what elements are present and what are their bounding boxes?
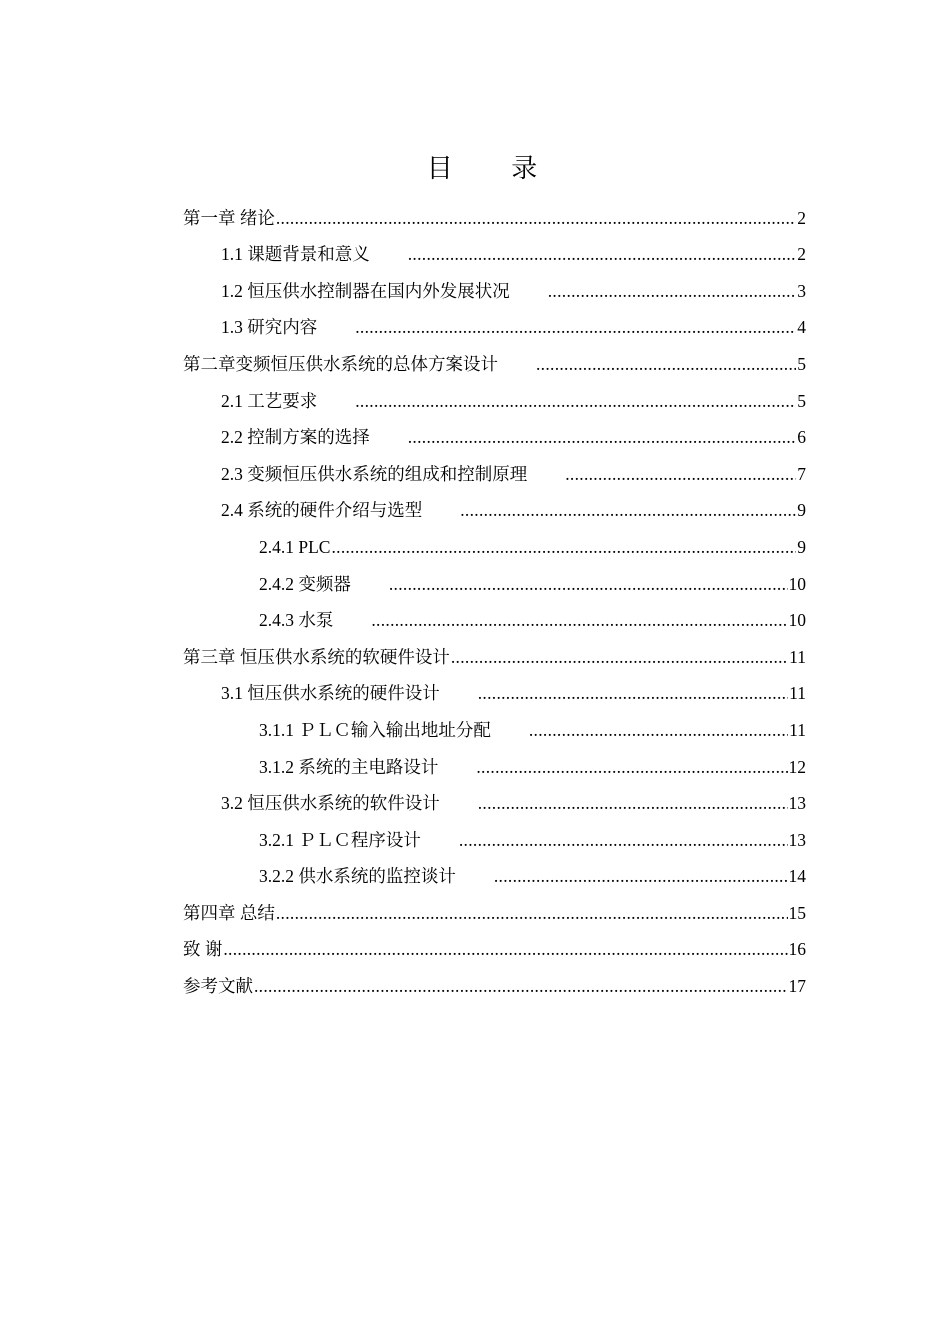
toc-dot-leader — [478, 792, 788, 814]
toc-dot-leader — [371, 609, 787, 631]
toc-dot-leader — [389, 573, 788, 595]
toc-entry-label: 3.2 恒压供水系统的软件设计 — [221, 793, 440, 814]
toc-entry-label: 2.4 系统的硬件介绍与选型 — [221, 500, 423, 521]
toc-dot-leader — [529, 719, 788, 741]
toc-entry[interactable] — [183, 924, 806, 961]
toc-dot-leader — [355, 390, 796, 412]
toc-entry[interactable] — [183, 960, 806, 997]
toc-dot-leader — [565, 463, 796, 485]
toc-dot-leader — [408, 243, 797, 265]
toc-dot-leader — [408, 426, 797, 448]
toc-entry-page-number: 10 — [788, 610, 806, 631]
toc-entry-label: 2.4.2 变频器 — [259, 573, 351, 594]
toc-entry[interactable] — [183, 595, 806, 632]
toc-entry[interactable] — [183, 338, 806, 375]
toc-entry-page-number: 9 — [797, 500, 806, 521]
toc-dot-leader — [355, 316, 796, 338]
toc-entry[interactable] — [183, 192, 806, 229]
toc-entry[interactable] — [183, 375, 806, 412]
toc-entry-page-number: 9 — [797, 536, 806, 557]
toc-entry-label: 参考文献 — [183, 976, 253, 997]
toc-entry-label: 3.1 恒压供水系统的硬件设计 — [221, 683, 440, 704]
toc-entry[interactable] — [183, 704, 806, 741]
toc-entry-label: 1.1 课题背景和意义 — [221, 244, 370, 265]
toc-entry-label: 3.2.2 供水系统的监控谈计 — [259, 866, 456, 887]
toc-entry[interactable] — [183, 814, 806, 851]
toc-entry-label: 1.3 研究内容 — [221, 317, 318, 338]
toc-entry-label: 2.4.1 PLC — [259, 536, 331, 557]
toc-dot-leader — [451, 646, 788, 668]
toc-dot-leader — [331, 536, 796, 558]
toc-entry-page-number: 2 — [797, 244, 806, 265]
toc-entry-page-number: 5 — [797, 390, 806, 411]
toc-entry[interactable] — [183, 412, 806, 449]
toc-entry-label: 第三章 恒压供水系统的软硬件设计 — [183, 646, 450, 667]
toc-entry-page-number: 14 — [788, 866, 806, 887]
toc-entry-label: 第二章变频恒压供水系统的总体方案设计 — [183, 353, 498, 374]
toc-entry-page-number: 15 — [788, 902, 806, 923]
toc-entry[interactable] — [183, 741, 806, 778]
toc-entry-page-number: 6 — [797, 427, 806, 448]
toc-entry-page-number: 12 — [788, 756, 806, 777]
toc-entry-page-number: 11 — [789, 683, 806, 704]
toc-entry[interactable] — [183, 631, 806, 668]
toc-entry-page-number: 13 — [788, 793, 806, 814]
toc-dot-leader — [276, 902, 788, 924]
toc-entry[interactable] — [183, 302, 806, 339]
toc-entry-page-number: 13 — [788, 829, 806, 850]
toc-entry-page-number: 2 — [797, 207, 806, 228]
toc-dot-leader — [478, 682, 788, 704]
toc-entry[interactable] — [183, 558, 806, 595]
toc-entry-page-number: 16 — [788, 939, 806, 960]
toc-dot-leader — [254, 975, 788, 997]
toc-entry-label: 1.2 恒压供水控制器在国内外发展状况 — [221, 280, 510, 301]
toc-dot-leader — [494, 865, 788, 887]
toc-entry[interactable] — [183, 485, 806, 522]
toc-dot-leader — [223, 938, 787, 960]
toc-dot-leader — [276, 207, 796, 229]
toc-entry[interactable] — [183, 229, 806, 266]
toc-entry-page-number: 11 — [789, 719, 806, 740]
toc-entry-page-number: 10 — [788, 573, 806, 594]
toc-entry-label: 2.2 控制方案的选择 — [221, 427, 370, 448]
toc-entry[interactable] — [183, 265, 806, 302]
toc-title: 目 录 — [426, 154, 564, 183]
toc-entry-page-number: 3 — [797, 280, 806, 301]
toc-entry[interactable] — [183, 887, 806, 924]
toc-entry-label: 3.1.1 ＰＬＣ输入输出地址分配 — [259, 719, 491, 740]
toc-dot-leader — [536, 353, 796, 375]
toc-dot-leader — [548, 280, 797, 302]
toc-entry-page-number: 4 — [797, 317, 806, 338]
toc-entry[interactable] — [183, 448, 806, 485]
toc-entry[interactable] — [183, 521, 806, 558]
toc-entry-page-number: 17 — [788, 976, 806, 997]
toc-entry-label: 致 谢 — [183, 939, 223, 960]
toc-entry[interactable] — [183, 668, 806, 705]
toc-entry-label: 2.3 变频恒压供水系统的组成和控制原理 — [221, 463, 528, 484]
toc-entry[interactable] — [183, 778, 806, 815]
toc-entry-label: 第四章 总结 — [183, 902, 275, 923]
toc-entry-page-number: 11 — [789, 646, 806, 667]
toc-dot-leader — [460, 499, 796, 521]
toc-list — [183, 192, 806, 997]
toc-dot-leader — [476, 756, 787, 778]
toc-dot-leader — [459, 829, 788, 851]
toc-entry-label: 3.2.1 ＰＬＣ程序设计 — [259, 829, 421, 850]
toc-entry-label: 2.1 工艺要求 — [221, 390, 318, 411]
toc-entry-page-number: 5 — [797, 353, 806, 374]
toc-entry[interactable] — [183, 851, 806, 888]
toc-entry-label: 2.4.3 水泵 — [259, 610, 334, 631]
toc-entry-label: 第一章 绪论 — [183, 207, 275, 228]
toc-entry-label: 3.1.2 系统的主电路设计 — [259, 756, 439, 777]
toc-entry-page-number: 7 — [797, 463, 806, 484]
